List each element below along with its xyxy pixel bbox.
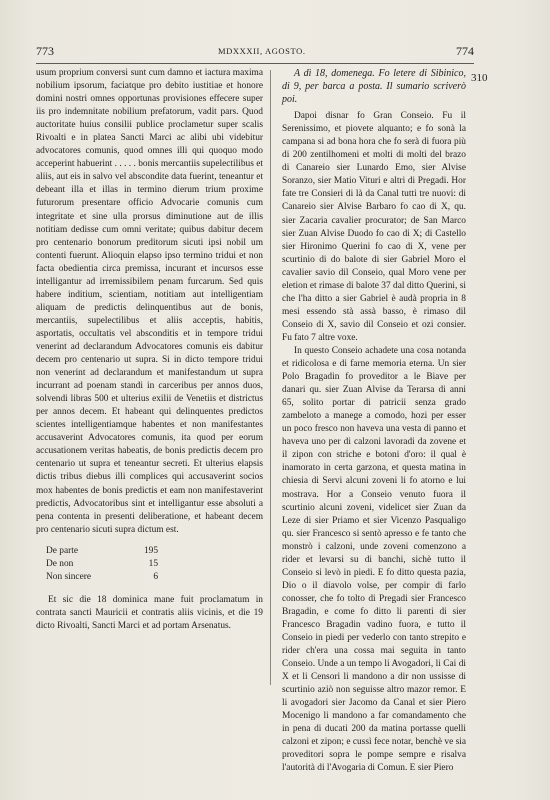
vote-tally [46,545,263,584]
entry-title: A dì 18, domenega. Fo letere di Sibinico, di 9, per barca a posta. Il sumario scriverò poi. [282,68,466,106]
anecdote-paragraph: In questo Conseio achadete una cosa notanda et ridicolosa e di farne memoria eterna. Un sier Polo Bragadin fo proveditor a le Biave per danari qu. sier Zuan Alvise da Terarsa di anni 65, solito portar di patricii senza grado zambeloto a manege a comodo, hozi per esser un poco fresco non haveva una vesta di panno et haveva uno per di calzoni lavoradi da zovene et il zipon con striche e botoni d'oro: il qual è inamorato in certa garzona, et questa matina in chiesia di Servi alcuni zoveni li fo atorno e lui mostrava. Hor a Conseio venuto fuora il scurtinio alcuni zoveni, videlicet sier Zuan da Leze di sier Priamo et sier Vicenzo Pasqualigo qu. sier Francesco si sentò apresso e fe tanto che monstrò i calzoni, unde zoveni comenzono a rider et levarsi su di banchi, sichè tutto il Conseio si levò in piedi. E fo ditto questa pazia, Dio o il diavolo volse, per compir di farlo conosser, che fo tolto di Pregadi sier Francesco Bragadin, e come fo ditto li parenti di sier Francesco Bragadin vadino fuora, e tutto il Conseio in piedi per vederlo con tanto strepito e rider ch'era una cossa mai seguita in tanto Conseio. Unde a un tempo li Avogadori, li Cai di X et li Censori li mandono a dir non ussisse di scurtinio aziò non seguisse altro mazor remor. E li avogadori sier Jacomo da Canal et sier Piero Mocenigo li mandono a far comandamento che in pena di ducati 200 da matina portasse quelli calzoni et zipon; e cussì fece notar, benchè ve sia proveditori sopra le pompe sempre e risalva l'autorità di l'Avogaria di Comun. E sier Piero [282,345,466,774]
council-paragraph: Dapoi disnar fo Gran Conseio. Fu il Serenissimo, et piovete alquanto; e fo sonà la campana si ad bona hora che fo serà di fuora più di 200 zentilhomeni et molti di molti del brazo di Canareio sier Lunardo Emo, sier Alvise Soranzo, sier Matio Vituri e altri di Pregadi. Hor fate tre Consieri di là da Canal tutti tre nuovi: di Canareio sier Alvise Barbaro fo cao di X, qu. sier Zacaria cavalier procurator; de San Marco sier Zuan Alvise Duodo fo cao di X; di Castello sier Hironimo Querini fo cao di X, vene per scurtinio di do balote di sier Gabriel Moro el cavalier savio dil Conseio, qual Moro vene per eletion et rimase di balote 37 dal ditto Querini, si che l'ha ditto a sier Gabriel è audà propria in 8 mesi essendo stà assà basso, è rimaso dil Conseio di X, savio dil Conseio et ozi consier. Fu fato 7 altre voxe. [282,111,466,343]
vote-label: De non [46,558,74,569]
right-column [282,67,466,776]
left-column [36,67,263,633]
right-page-number: 774 [456,44,474,58]
vote-value: 195 [143,545,158,556]
vote-row [46,571,158,584]
vote-label: De parte [46,545,79,556]
running-header [0,42,550,62]
header-rule [36,63,474,64]
left-page-number: 773 [36,44,54,58]
latin-decree-paragraph: usum proprium conversi sunt cum damno et iactura maxima nobilium ipsorum, faciatque pro debito iustitiae et honore domini nostri omnes opportunas provisiones effecere super iis pro indemnitate nobilium prefatorum, vadit pars. Quod auctoritate huius consilii publice proclametur super scalis Rivoalti e in platea Sancti Marci ac alibi ubi videbitur advocatores comunis, quod omnes illi qui quoquo modo acceperint habuerint . . . . . bonis mercantiis supelectilibus et aliis, aut eis in salvo vel abscondite data fuerint, teneantur et debeant illa et illas in termino dierum trium proxime futurorum presentare officio Advocarie comunis cum integritate et sine ulla prorsus diminutione aut de illis notitiam dedisse cum omni veritate; quibus dabitur decem pro centenario bonorum preditorum sicuti ipsi nobil um contenti fuerunt. Alioquin elapso ipso termino tridui et non facta obedientia circa premissa, incurant et incursos esse intelligantur ad irremissibilem penam furcarum. Sed quis habere inditium, scientiam, notitiam aut intelligentiam aliquam de predictis delinquentibus aut de bonis, mercantiis, supelectilibus et aliis acceptis, habitis, asportatis, occultatis vel absconditis et in tempore tridui venerint ad declarandum Advocatores comunis eis dabitur decem pro centenario ut supra. Si in dicto tempore tridui non venerint ad declarandum et manifestandum ut supra incurrant ad poenam standi in carceribus per annos duos, solvendi libras 500 et ulterius exilii de Venetiis et districtus per annos decem. Et habeant qui delinquentes predictos scientes intelligentiamque habentes et non manifestantes accusaverint Advocatores comunis, ita quod per eorum accusationem veritas habeatis, de bonis predictis decem pro centenario ut supra et teneantur secreti. Et ulterius elapsis dictis tribus diebus illi complices qui accusaverint socios mox habentes de bonis predictis et eam non manifestaverint predictis, Advocatoribus sint et intelligantur esse absoluti a pena contenta in presenti deliberatione, et habeant decem pro centenario sicuti supra dictum est. [36,68,263,535]
column-divider [270,70,271,685]
proclamation-paragraph: Et sic die 18 dominica mane fuit proclamatum in contrata sancti Mauricii et contratis aliis vicinis, et die 19 dicto Rivoalti, Sancti Marci et ad portam Arsenatus. [36,594,263,631]
vote-row [46,558,158,571]
running-title: MDXXXII, AGOSTO. [218,46,306,56]
vote-value: 6 [153,571,158,582]
vote-label: Non sincere [46,571,92,582]
vote-row [46,545,158,558]
vote-value: 15 [148,558,158,569]
margin-number: 310 [471,72,488,84]
